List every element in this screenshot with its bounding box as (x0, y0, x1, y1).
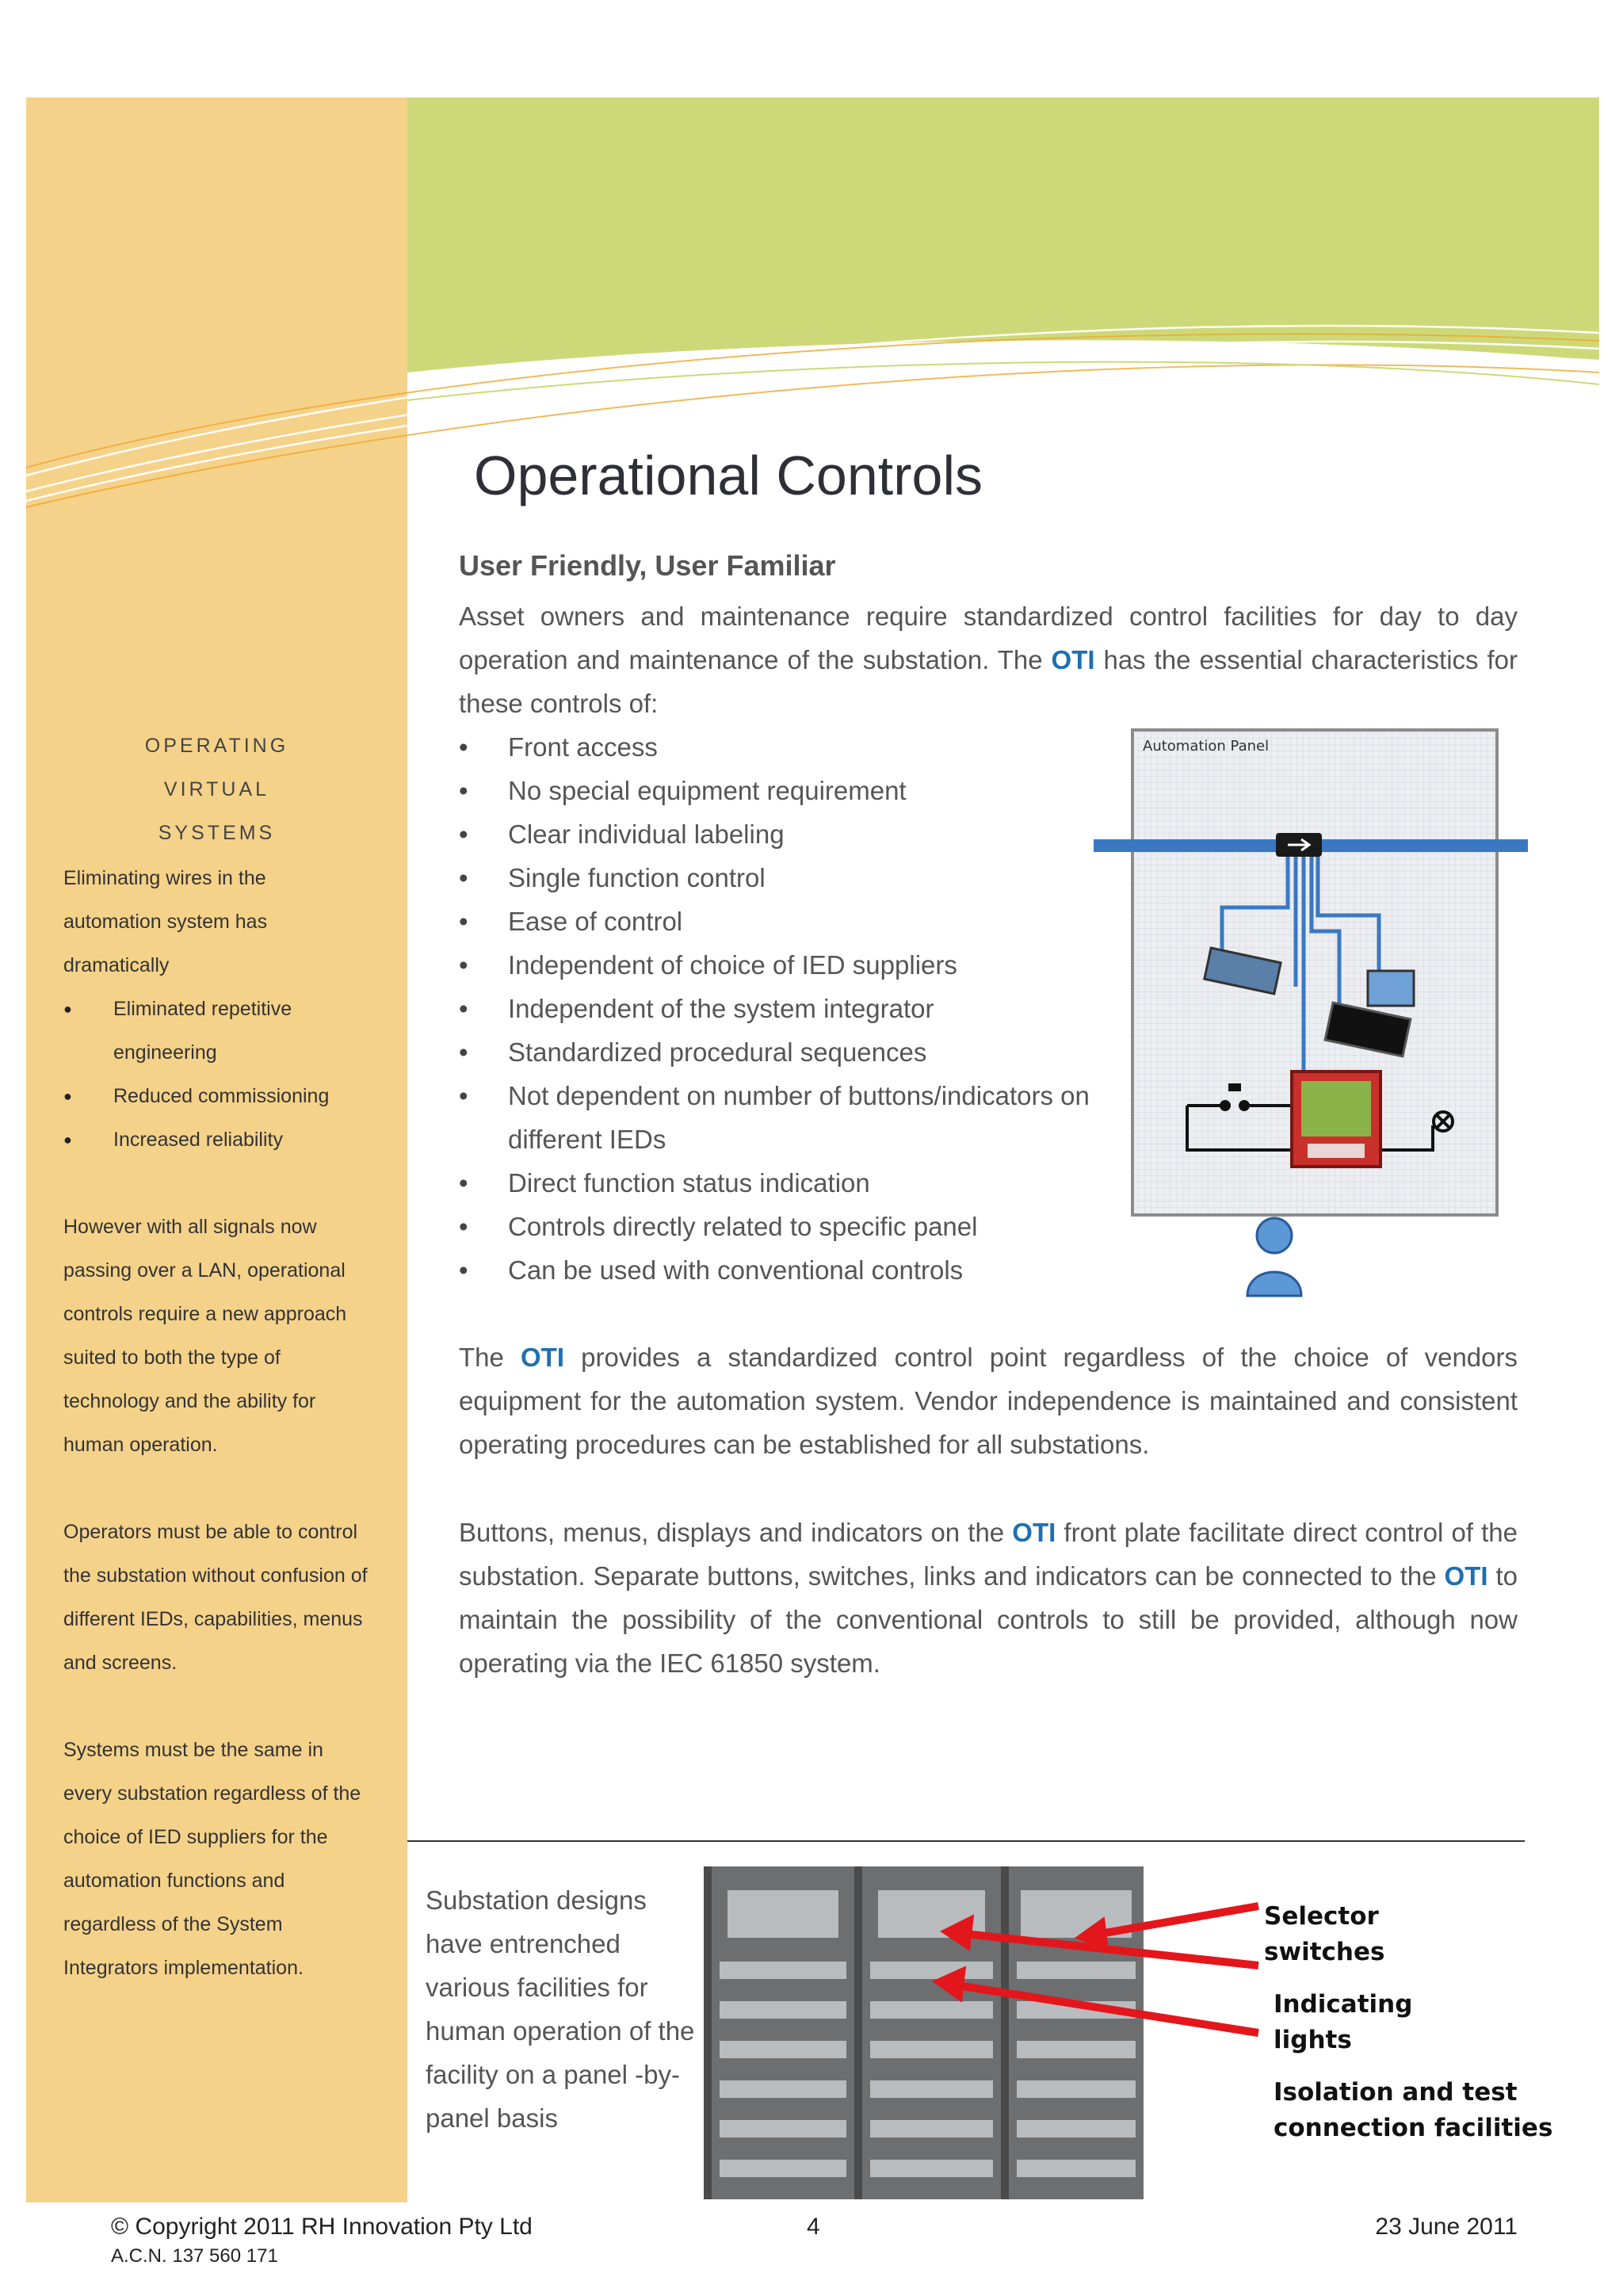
oti-term: OTI (521, 1343, 565, 1372)
sidebar-bullet-list (63, 988, 396, 1162)
callout-line: lights (1274, 2026, 1352, 2054)
list-item: • Controls directly related to specific panel (459, 1205, 1117, 1248)
sidebar-paragraph: However with all signals now passing over a LAN, operational controls require a new approach suited to both the type of technology and the ability for human operation. (63, 1216, 347, 1456)
paragraph-text: front plate facilitate direct control of the substation. Separate buttons, switches, links and indicators can be connected to the (459, 1518, 1518, 1591)
page-number: 4 (807, 2214, 820, 2240)
paragraph-front-plate (459, 1511, 1518, 1685)
footer-copyright: © Copyright 2011 RH Innovation Pty Ltd (111, 2214, 533, 2240)
oti-unit-icon (1292, 1072, 1381, 1167)
list-item: • Independent of choice of IED suppliers (459, 943, 1117, 987)
list-item: • Ease of control (459, 900, 1117, 943)
oti-term: OTI (1051, 645, 1095, 674)
callout-selector-switches (1264, 1899, 1384, 1970)
callout-line: Isolation and test (1274, 2078, 1518, 2107)
operator-icon (1247, 1218, 1301, 1296)
callout-line: connection facilities (1274, 2114, 1553, 2142)
list-item: • No special equipment requirement (459, 769, 1117, 812)
panel-caption: Substation designs have entrenched various facilities for human operation of the facility on a panel -by-panel basis (426, 1885, 695, 2133)
list-item: • Single function control (459, 856, 1117, 900)
oti-term: OTI (1012, 1518, 1056, 1547)
controls-characteristics-list (459, 725, 1117, 1292)
callout-isolation-test (1274, 2075, 1552, 2146)
section-subtitle: User Friendly, User Familiar (459, 549, 836, 582)
list-item: • Standardized procedural sequences (459, 1030, 1117, 1074)
footer-date: 23 June 2011 (1375, 2214, 1518, 2240)
section-divider (407, 1840, 1525, 1842)
sidebar-intro: Eliminating wires in the automation system has dramatically (63, 867, 268, 976)
list-item: • Can be used with conventional controls (459, 1248, 1117, 1292)
automation-panel-diagram (1094, 725, 1537, 1312)
sidebar-heading-line-3: SYSTEMS (158, 822, 276, 844)
list-item: • Clear individual labeling (459, 812, 1117, 856)
list-item: • Direct function status indication (459, 1161, 1117, 1205)
callout-indicating-lights (1274, 1987, 1412, 2058)
page-title: Operational Controls (474, 445, 983, 506)
sidebar-heading-line-1: OPERATING (144, 735, 289, 757)
sidebar-paragraph: Operators must be able to control the substation without confusion of different IEDs, capabilities, menus and screens. (63, 1521, 368, 1674)
callout-line: Selector (1264, 1902, 1379, 1931)
paragraph-text: provides a standardized control point regardless of the choice of vendors equipment for the automation system. Vendor independence is maintained and consistent operating procedures can be established for all substations. (459, 1343, 1518, 1459)
footer-acn: A.C.N. 137 560 171 (111, 2245, 278, 2267)
sidebar-heading-line-2: VIRTUAL (163, 778, 270, 800)
paragraph-standardized-control (459, 1335, 1518, 1466)
sidebar-body (63, 857, 396, 1990)
intro-text: has the essential characteristics for these controls of: (459, 645, 1518, 718)
intro-paragraph (459, 594, 1518, 725)
ied-device-icon (1368, 971, 1414, 1006)
sidebar-bullet: ● Eliminated repetitive engineering (63, 988, 296, 1075)
sidebar-bullet: ● Increased reliability (63, 1118, 396, 1162)
callout-line: Indicating (1274, 1990, 1413, 2019)
paragraph-text: to maintain the possibility of the conventional controls to still be provided, although now operating via the IEC 61850 system. (459, 1561, 1518, 1678)
callout-line: switches (1264, 1938, 1385, 1966)
list-item: • Not dependent on number of buttons/indicators on different IEDs (459, 1074, 1110, 1161)
sidebar-paragraph: Systems must be the same in every substation regardless of the choice of IED suppliers for the automation functions and regardless of the System Integrators implementation. (63, 1739, 361, 1979)
panel-label: Automation Panel (1143, 738, 1270, 755)
sidebar-bullet: ● Reduced commissioning (63, 1075, 396, 1118)
paragraph-text: The (459, 1343, 521, 1372)
oti-term: OTI (1444, 1561, 1488, 1591)
list-item: • Front access (459, 725, 1117, 769)
paragraph-text: Buttons, menus, displays and indicators on the (459, 1518, 1013, 1547)
intro-text: Asset owners and maintenance require standardized control facilities for day to day operation and maintenance of the substation. The (459, 602, 1518, 674)
list-item: • Independent of the system integrator (459, 987, 1117, 1030)
